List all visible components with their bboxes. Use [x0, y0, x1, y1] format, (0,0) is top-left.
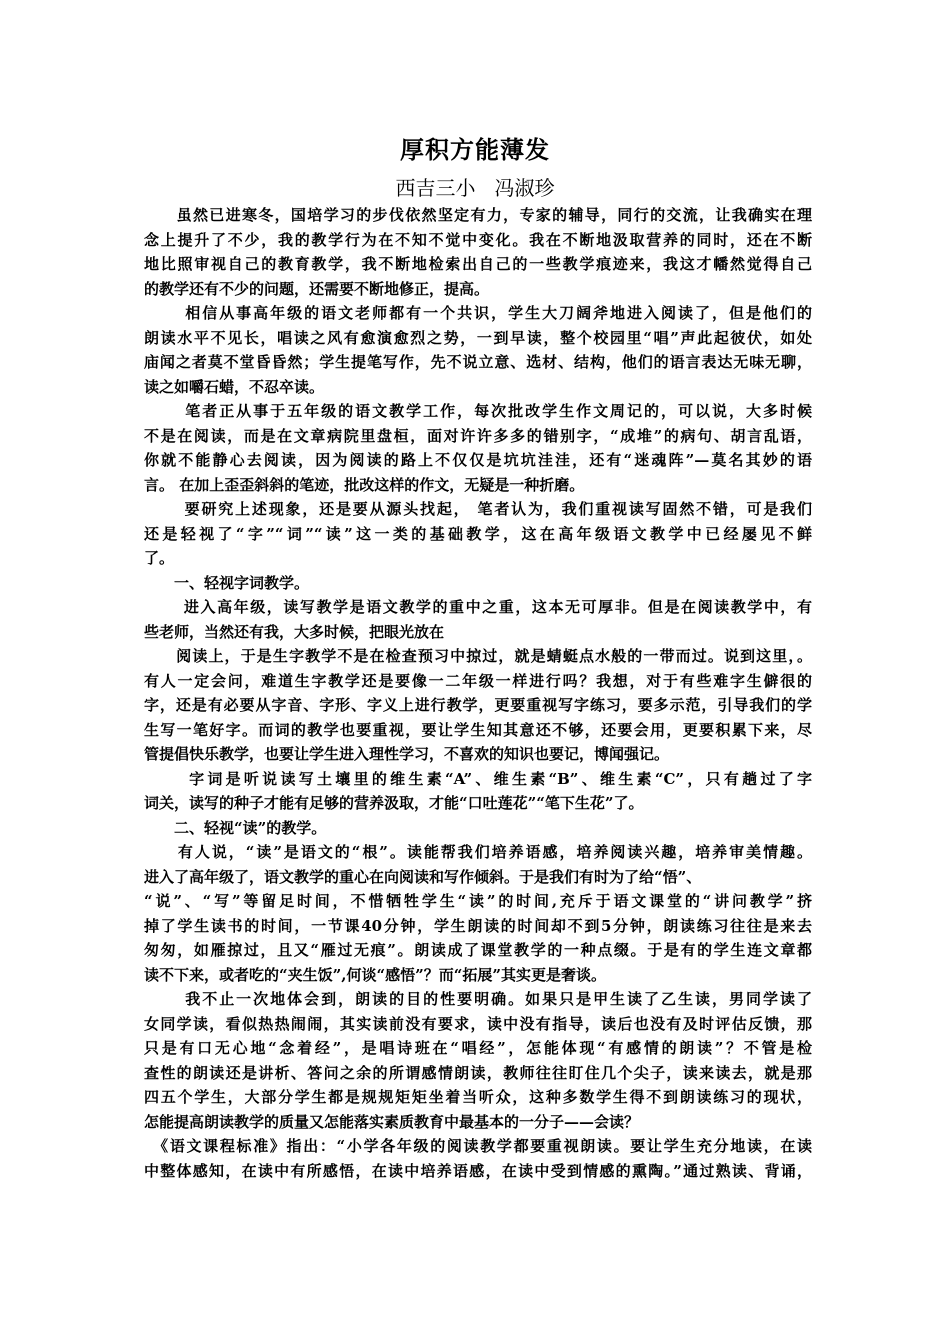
- text-line: 朗读水平不见长，唱读之风有愈演愈烈之势，一到早读，整个校园里“唱”声此起彼伏，如处: [144, 328, 812, 347]
- text-line: 怎能提高朗读教学的质量又怎能落实素质教育中最基本的一分子——会读？: [144, 1112, 640, 1131]
- text-line: 有人说，“读”是语文的“根”。读能帮我们培养语感，培养阅读兴趣，培养审美情趣。: [144, 843, 812, 861]
- text-line: 《语文课程标准》指出：“小学各年级的阅读教学都要重视朗读。要让学生充分地读，在读: [144, 1137, 812, 1155]
- text-line: 还是轻视了“字”“词”“读”这一类的基础教学，这在高年级语文教学中已经屡见不鲜: [144, 524, 812, 543]
- text-line: 查性的朗读还是讲析、答问之余的所谓感情朗读，教师往往盯住几个尖子，读来读去，就是那: [144, 1063, 812, 1082]
- text-line: 笔者正从事于五年级的语文教学工作，每次批改学生作文周记的，可以说，大多时候: [144, 402, 812, 420]
- text-line: 生写一笔好字。而词的教学也要重视，要让学生知其意还不够，还要会用，更要积累下来，尽: [144, 720, 812, 739]
- author-line: 西吉三小 冯淑珍: [395, 176, 555, 200]
- text-line: 匆匆，如雁掠过，且又“雁过无痕”。朗读成了课堂教学的一种点缀。于是有的学生连文章都: [144, 941, 812, 959]
- text-line: 字词是听说读写土壤里的维生素“A”、维生素“B”、维生素“C”，只有趟过了字: [144, 769, 812, 788]
- text-line: 进入高年级，读写教学是语文教学的重中之重，这本无可厚非。但是在阅读教学中，有: [144, 598, 812, 616]
- text-line: 一、轻视字词教学。: [144, 573, 310, 592]
- text-line: “说”、“写”等留足时间，不惜牺牲学生“读”的时间,充斥于语文课堂的“讲问教学”挤: [144, 892, 812, 910]
- text-line: 了。: [144, 549, 175, 567]
- text-line: 字，还是有必要从字音、字形、字义上进行教学，更要重视写字练习，要多示范，引导我们的学: [144, 696, 812, 714]
- text-line: 要研究上述现象，还是要从源头找起， 笔者认为，我们重视读写固然不错，可是我们: [144, 500, 812, 518]
- text-line: 你就不能静心去阅读，因为阅读的路上不仅仅是坑坑洼洼，还有“迷魂阵”—莫名其妙的语: [144, 451, 812, 469]
- text-line: 言。 在加上歪歪斜斜的笔迹，批改这样的作文，无疑是一种折磨。: [144, 475, 585, 494]
- text-line: 地比照审视自己的教育教学，我不断地检索出自己的一些教学痕迹来，我这才幡然觉得自己: [144, 255, 812, 273]
- text-line: 些老师，当然还有我，大多时候，把眼光放在: [144, 622, 445, 641]
- text-line: 只是有口无心地“念着经”，是唱诗班在“唱经”，怎能体现“有感情的朗读”？不管是检: [144, 1039, 812, 1057]
- text-line: 读之如嚼石蜡，不忍卒读。: [144, 377, 325, 396]
- text-line: 女同学读，看似热热闹闹，其实读前没有要求，读中没有指导，读后也没有及时评估反馈，那: [144, 1014, 812, 1033]
- text-line: 不是在阅读，而是在文章病院里盘桓，面对许许多多的错别字，“成堆”的病句、胡言乱语，: [144, 426, 812, 445]
- text-line: 相信从事高年级的语文老师都有一个共识，学生大刀阔斧地进入阅读了，但是他们的: [144, 304, 812, 322]
- text-line: 的教学还有不少的问题，还需要不断地修正，提高。: [144, 279, 490, 298]
- text-line: 中整体感知，在读中有所感悟，在读中培养语感，在读中受到情感的熏陶。”通过熟读、背诵，: [144, 1161, 812, 1180]
- text-line: 读不下来，或者吃的“夹生饭”,何谈“感悟”？而“拓展”其实更是奢谈。: [144, 965, 606, 984]
- text-line: 进入了高年级了，语文教学的重心在向阅读和写作倾斜。于是我们有时为了给“悟”、: [144, 867, 702, 886]
- text-line: 管提倡快乐教学，也要让学生进入理性学习，不喜欢的知识也要记，博闻强记。: [144, 745, 670, 763]
- text-line: 虽然已进寒冬，国培学习的步伐依然坚定有力，专家的辅导，同行的交流，让我确实在理: [144, 206, 812, 224]
- text-line: 庙闻之者莫不堂昏昏然；学生提笔写作，先不说立意、选材、结构，他们的语言表达无味无聊，: [144, 353, 812, 371]
- document-title: 厚积方能薄发: [400, 135, 550, 164]
- text-line: 四五个学生，大部分学生都是规规矩矩坐着当听众，这种多数学生得不到朗读练习的现状，: [144, 1088, 812, 1106]
- text-line: 我不止一次地体会到，朗读的目的性要明确。如果只是甲生读了乙生读，男同学读了: [144, 990, 812, 1008]
- text-line: 有人一定会问，难道生字教学还是要像一二年级一样进行吗？我想，对于有些难字生僻很的: [144, 671, 812, 690]
- text-line: 念上提升了不少，我的教学行为在不知不觉中变化。我在不断地汲取营养的同时，还在不断: [144, 230, 812, 249]
- text-line: 词关，读写的种子才能有足够的营养汲取，才能“口吐莲花”“笔下生花”了。: [144, 794, 644, 812]
- text-line: 阅读上，于是生字教学不是在检查预习中掠过，就是蜻蜓点水般的一带而过。说到这里，。: [144, 647, 812, 665]
- text-line: 二、轻视“读”的教学。: [144, 818, 327, 837]
- text-line: 掉了学生读书的时间，一节课40分钟，学生朗读的时间却不到5分钟，朗读练习往往是来去: [144, 916, 812, 935]
- document-body: [144, 203, 812, 1183]
